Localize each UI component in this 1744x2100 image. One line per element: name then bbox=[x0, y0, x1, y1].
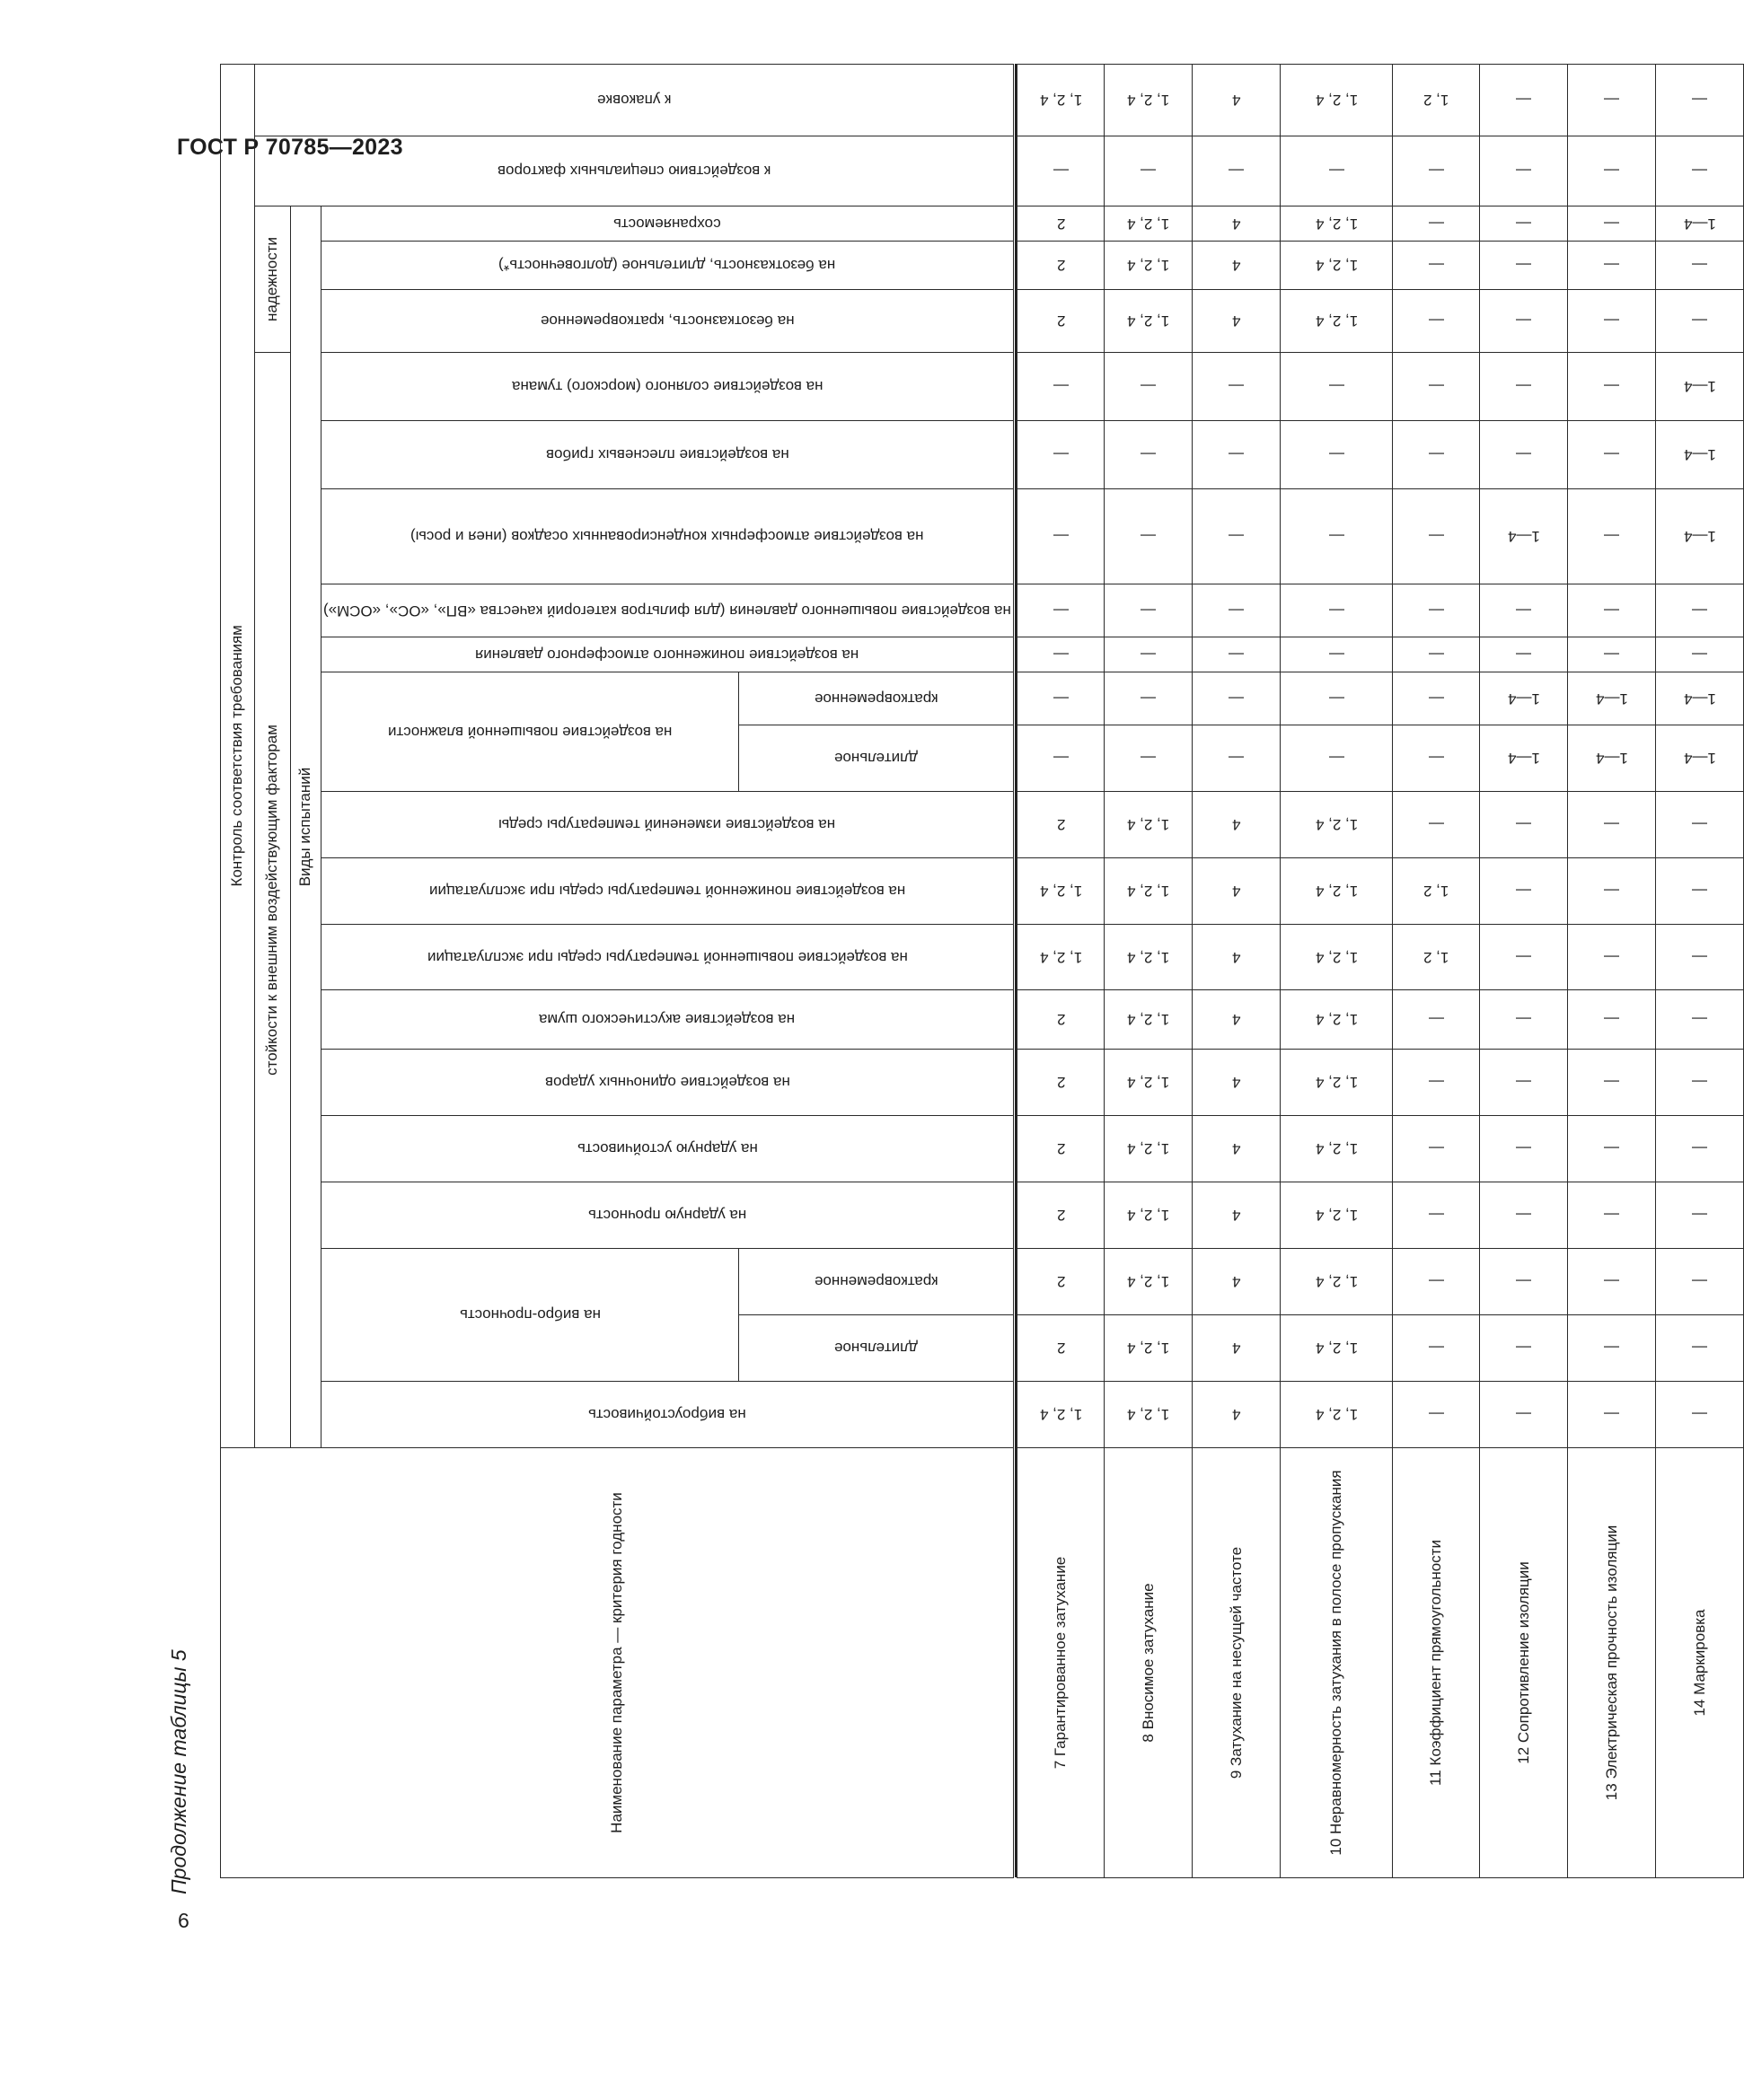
table-cell: — bbox=[1480, 990, 1568, 1050]
table-cell: 1—4 bbox=[1656, 489, 1744, 584]
col-header-18: на безотказность, кратковременное bbox=[321, 290, 1014, 353]
table-caption: Продолжение таблицы 5 bbox=[167, 1649, 190, 1894]
table-cell: — bbox=[1656, 1050, 1744, 1116]
table-cell: 1, 2, 4 bbox=[1281, 1050, 1393, 1116]
col-header-9: на воздействие пониженной температуры среды при эксплуатации bbox=[321, 858, 1014, 925]
table-cell: — bbox=[1480, 637, 1568, 672]
col-header-16: на воздействие плесневых грибов bbox=[321, 421, 1014, 489]
table-cell: 4 bbox=[1193, 1249, 1281, 1315]
table-cell: — bbox=[1017, 637, 1105, 672]
table-cell: 2 bbox=[1017, 1249, 1105, 1315]
table-cell: 1, 2, 4 bbox=[1105, 206, 1193, 242]
table-row bbox=[1281, 4, 1393, 1878]
table-cell: 1—4 bbox=[1568, 672, 1656, 725]
col-header-6: на воздействие одиночных ударов bbox=[321, 1050, 1014, 1116]
col-header-13: на воздействие пониженного атмосферного давления bbox=[321, 637, 1014, 672]
table-cell: — bbox=[1193, 637, 1281, 672]
table-cell: — bbox=[1281, 637, 1393, 672]
subgroup-humidity-header: на воздействие повышенной влажности bbox=[321, 672, 739, 792]
table-cell: — bbox=[1281, 584, 1393, 637]
table-cell: 1—4 bbox=[1568, 725, 1656, 792]
top-header: Контроль соответствия требованиям bbox=[221, 64, 255, 1447]
table-cell: 4 bbox=[1193, 858, 1281, 925]
table-cell: — bbox=[1281, 672, 1393, 725]
table-cell: 1, 2, 4 bbox=[1017, 925, 1105, 990]
table-cell: — bbox=[1017, 136, 1105, 206]
col-header-19: на безотказность, длительное (долговечность*) bbox=[321, 242, 1014, 290]
table-cell: 1, 2, 4 bbox=[1281, 206, 1393, 242]
table-cell: 1, 2, 4 bbox=[1281, 1382, 1393, 1448]
table-cell: — bbox=[1480, 925, 1568, 990]
table-cell: 1, 2, 4 bbox=[1281, 1182, 1393, 1249]
table-cell: 1, 2, 4 bbox=[1281, 65, 1393, 136]
table-cell: — bbox=[1656, 637, 1744, 672]
col-header-12: кратковременное bbox=[739, 672, 1014, 725]
table-cell: — bbox=[1105, 584, 1193, 637]
table-cell: 4 bbox=[1193, 1116, 1281, 1182]
table-cell: 1, 2, 4 bbox=[1105, 65, 1193, 136]
table-cell: — bbox=[1568, 1182, 1656, 1249]
table-cell: 4 bbox=[1193, 242, 1281, 290]
table-cell: — bbox=[1393, 1382, 1480, 1448]
col-header-7: на воздействие акустического шума bbox=[321, 990, 1014, 1050]
table-cell: — bbox=[1393, 637, 1480, 672]
group-stability-header: стойкости к внешним воздействующим факторам bbox=[255, 353, 291, 1448]
table-cell: — bbox=[1281, 353, 1393, 421]
col-header-2: длительное bbox=[739, 1315, 1014, 1382]
table-cell: 1, 2 bbox=[1393, 858, 1480, 925]
table-cell: 4 bbox=[1193, 290, 1281, 353]
table-cell: — bbox=[1656, 242, 1744, 290]
table-cell: — bbox=[1480, 206, 1568, 242]
table-cell: 1, 2, 4 bbox=[1105, 1382, 1193, 1448]
table-cell: — bbox=[1480, 792, 1568, 858]
page-number: 6 bbox=[178, 1909, 189, 1932]
col-header-17: на воздействие соляного (морского) тумана bbox=[321, 353, 1014, 421]
table-cell: 2 bbox=[1017, 1050, 1105, 1116]
table-cell: 4 bbox=[1193, 990, 1281, 1050]
table-cell: — bbox=[1656, 990, 1744, 1050]
table-cell: 4 bbox=[1193, 1315, 1281, 1382]
table-cell: — bbox=[1393, 489, 1480, 584]
table-cell: — bbox=[1017, 353, 1105, 421]
table-cell: — bbox=[1017, 489, 1105, 584]
table-cell: — bbox=[1017, 421, 1105, 489]
table-cell: — bbox=[1105, 353, 1193, 421]
requirements-table bbox=[220, 4, 1017, 1878]
table-cell: — bbox=[1017, 672, 1105, 725]
table-cell: 1—4 bbox=[1656, 206, 1744, 242]
table-cell: — bbox=[1480, 290, 1568, 353]
table-cell: — bbox=[1281, 136, 1393, 206]
table-cell: — bbox=[1281, 489, 1393, 584]
table-cell: — bbox=[1656, 1249, 1744, 1315]
table-cell: 1, 2, 4 bbox=[1281, 990, 1393, 1050]
table-cell: — bbox=[1656, 136, 1744, 206]
table-cell: 1, 2, 4 bbox=[1105, 858, 1193, 925]
group-reliability-header: надежности bbox=[255, 206, 291, 353]
col-header-5: на ударную устойчивость bbox=[321, 1116, 1014, 1182]
table-row bbox=[1480, 4, 1568, 1878]
table-cell: 1—4 bbox=[1656, 353, 1744, 421]
table-cell: 1, 2, 4 bbox=[1281, 290, 1393, 353]
table-cell: — bbox=[1656, 1182, 1744, 1249]
table-cell: — bbox=[1568, 489, 1656, 584]
col-header-14: на воздействие повышенного давления (для фильтров категорий качества «ВП», «ОС», «ОСМ») bbox=[321, 584, 1014, 637]
table-cell: — bbox=[1568, 1382, 1656, 1448]
table-cell: — bbox=[1568, 421, 1656, 489]
table-cell: — bbox=[1393, 725, 1480, 792]
table-cell: — bbox=[1480, 353, 1568, 421]
table-cell: — bbox=[1105, 421, 1193, 489]
table-cell: — bbox=[1568, 584, 1656, 637]
table-cell: 1, 2, 4 bbox=[1105, 1182, 1193, 1249]
table-cell: — bbox=[1193, 353, 1281, 421]
table-cell: 4 bbox=[1193, 792, 1281, 858]
table-cell: — bbox=[1568, 206, 1656, 242]
table-cell: — bbox=[1480, 1249, 1568, 1315]
table-cell: 1, 2, 4 bbox=[1105, 1050, 1193, 1116]
col-header-11: длительное bbox=[739, 725, 1014, 792]
table-cell: 1, 2, 4 bbox=[1105, 990, 1193, 1050]
table-cell: — bbox=[1480, 421, 1568, 489]
row-label: 9 Затухание на несущей частоте bbox=[1193, 1448, 1281, 1878]
table-cell: — bbox=[1393, 792, 1480, 858]
table-cell: — bbox=[1193, 725, 1281, 792]
col-header-20: сохраняемость bbox=[321, 206, 1014, 242]
table-cell: 1—4 bbox=[1656, 725, 1744, 792]
table-cell: — bbox=[1193, 136, 1281, 206]
col-header-8: на воздействие повышенной температуры среды при эксплуатации bbox=[321, 925, 1014, 990]
table-cell: 1—4 bbox=[1656, 672, 1744, 725]
row-label: 13 Электрическая прочность изоляции bbox=[1568, 1448, 1656, 1878]
table-cell: 4 bbox=[1193, 1050, 1281, 1116]
table-cell: — bbox=[1480, 1182, 1568, 1249]
table-cell: 1, 2 bbox=[1393, 65, 1480, 136]
table-cell: — bbox=[1281, 421, 1393, 489]
table-cell: — bbox=[1480, 1050, 1568, 1116]
table-cell: 4 bbox=[1193, 1182, 1281, 1249]
table-cell: — bbox=[1393, 672, 1480, 725]
table-cell: 2 bbox=[1017, 990, 1105, 1050]
table-cell: 1, 2, 4 bbox=[1281, 1315, 1393, 1382]
requirements-table-body bbox=[1017, 4, 1744, 1878]
table-cell: 1, 2, 4 bbox=[1281, 858, 1393, 925]
table-cell: — bbox=[1105, 725, 1193, 792]
table-cell: — bbox=[1568, 1315, 1656, 1382]
row-label: 8 Вносимое затухание bbox=[1105, 1448, 1193, 1878]
table-cell: — bbox=[1480, 65, 1568, 136]
table-cell: 1, 2, 4 bbox=[1105, 1249, 1193, 1315]
table-cell: — bbox=[1480, 1116, 1568, 1182]
table-cell: 1, 2, 4 bbox=[1017, 858, 1105, 925]
table-cell: — bbox=[1393, 1050, 1480, 1116]
col-header-4: на ударную прочность bbox=[321, 1182, 1014, 1249]
table-cell: — bbox=[1393, 290, 1480, 353]
header-row-1 bbox=[221, 4, 255, 1877]
table-cell: — bbox=[1656, 1315, 1744, 1382]
table-cell: — bbox=[1281, 725, 1393, 792]
table-cell: — bbox=[1193, 672, 1281, 725]
table-cell: — bbox=[1656, 792, 1744, 858]
table-cell: 1, 2, 4 bbox=[1105, 242, 1193, 290]
table-cell: 4 bbox=[1193, 206, 1281, 242]
col-header-1: на виброустойчивость bbox=[321, 1382, 1014, 1448]
table-cell: 1, 2, 4 bbox=[1105, 1116, 1193, 1182]
row-label: 11 Коэффициент прямоугольности bbox=[1393, 1448, 1480, 1878]
table-row bbox=[1568, 4, 1656, 1878]
table-cell: — bbox=[1393, 242, 1480, 290]
table-row bbox=[1193, 4, 1281, 1878]
table-cell: 1, 2, 4 bbox=[1281, 1116, 1393, 1182]
corner-header: Наименование параметра — критерия годности bbox=[221, 1448, 1014, 1878]
table-cell: — bbox=[1656, 584, 1744, 637]
table-row bbox=[1105, 4, 1193, 1878]
table-cell: 1, 2 bbox=[1393, 925, 1480, 990]
table-cell: 1, 2, 4 bbox=[1281, 925, 1393, 990]
table-cell: — bbox=[1568, 858, 1656, 925]
table-cell: 2 bbox=[1017, 1182, 1105, 1249]
col-header-15: на воздействие атмосферных конденсированных осадков (инея и росы) bbox=[321, 489, 1014, 584]
table-cell: — bbox=[1105, 489, 1193, 584]
table-cell: — bbox=[1480, 242, 1568, 290]
table-cell: 2 bbox=[1017, 1116, 1105, 1182]
row-label: 14 Маркировка bbox=[1656, 1448, 1744, 1878]
table-cell: — bbox=[1393, 1249, 1480, 1315]
row-label: 12 Сопротивление изоляции bbox=[1480, 1448, 1568, 1878]
table-cell: — bbox=[1656, 290, 1744, 353]
table-row bbox=[1017, 4, 1105, 1878]
table-cell: 1—4 bbox=[1480, 489, 1568, 584]
table-cell: — bbox=[1568, 990, 1656, 1050]
table-cell: — bbox=[1193, 584, 1281, 637]
table-cell: 1—4 bbox=[1480, 672, 1568, 725]
table-cell: 4 bbox=[1193, 1382, 1281, 1448]
table-cell: — bbox=[1568, 925, 1656, 990]
table-cell: 2 bbox=[1017, 242, 1105, 290]
table-row bbox=[1393, 4, 1480, 1878]
table-cell: — bbox=[1393, 1315, 1480, 1382]
table-cell: 4 bbox=[1193, 65, 1281, 136]
table-cell: 1, 2, 4 bbox=[1017, 1382, 1105, 1448]
table-cell: 1, 2, 4 bbox=[1105, 792, 1193, 858]
table-cell: 1, 2, 4 bbox=[1281, 242, 1393, 290]
table-cell: 2 bbox=[1017, 1315, 1105, 1382]
table-cell: — bbox=[1568, 136, 1656, 206]
table-cell: — bbox=[1393, 353, 1480, 421]
table-cell: 1, 2, 4 bbox=[1105, 1315, 1193, 1382]
table-cell: — bbox=[1568, 1116, 1656, 1182]
col-header-3: кратковременное bbox=[739, 1249, 1014, 1315]
table-cell: — bbox=[1393, 136, 1480, 206]
table-cell: — bbox=[1105, 672, 1193, 725]
test-types-header: Виды испытаний bbox=[291, 206, 321, 1448]
group-packaging-header: к упаковке bbox=[255, 64, 1014, 136]
table-cell: — bbox=[1568, 353, 1656, 421]
table-cell: — bbox=[1193, 421, 1281, 489]
table-cell: — bbox=[1656, 925, 1744, 990]
table-cell: — bbox=[1568, 792, 1656, 858]
table-cell: — bbox=[1393, 584, 1480, 637]
table-cell: — bbox=[1393, 1182, 1480, 1249]
table-cell: — bbox=[1393, 990, 1480, 1050]
table-cell: — bbox=[1480, 858, 1568, 925]
subgroup-vibro-header: на вибро-прочность bbox=[321, 1249, 739, 1382]
table-cell: — bbox=[1393, 206, 1480, 242]
table-cell: 1, 2, 4 bbox=[1281, 792, 1393, 858]
row-label: 10 Неравномерность затухания в полосе пропускания bbox=[1281, 1448, 1393, 1878]
table-cell: 2 bbox=[1017, 206, 1105, 242]
table-cell: — bbox=[1193, 489, 1281, 584]
table-cell: — bbox=[1656, 1116, 1744, 1182]
table-cell: — bbox=[1568, 1249, 1656, 1315]
table-cell: — bbox=[1568, 290, 1656, 353]
table-cell: — bbox=[1480, 1315, 1568, 1382]
table-row bbox=[1656, 4, 1744, 1878]
table-cell: 1—4 bbox=[1656, 421, 1744, 489]
table-cell: 2 bbox=[1017, 792, 1105, 858]
table-cell: — bbox=[1393, 1116, 1480, 1182]
table-cell: — bbox=[1480, 584, 1568, 637]
table-cell: 1, 2, 4 bbox=[1281, 1249, 1393, 1315]
table-cell: — bbox=[1105, 136, 1193, 206]
row-label: 7 Гарантированное затухание bbox=[1017, 1448, 1105, 1878]
table-cell: — bbox=[1656, 1382, 1744, 1448]
group-special-header: к воздействию специальных факторов bbox=[255, 136, 1014, 206]
table-cell: 1—4 bbox=[1480, 725, 1568, 792]
table-cell: — bbox=[1017, 725, 1105, 792]
table-cell: — bbox=[1105, 637, 1193, 672]
table-cell: 1, 2, 4 bbox=[1105, 290, 1193, 353]
table-cell: — bbox=[1480, 136, 1568, 206]
table-cell: — bbox=[1568, 1050, 1656, 1116]
table-cell: 1, 2, 4 bbox=[1105, 925, 1193, 990]
table-cell: — bbox=[1568, 242, 1656, 290]
table-cell: — bbox=[1656, 858, 1744, 925]
table-cell: 2 bbox=[1017, 290, 1105, 353]
table-cell: — bbox=[1393, 421, 1480, 489]
table-cell: — bbox=[1568, 637, 1656, 672]
document-code: ГОСТ Р 70785—2023 bbox=[177, 135, 403, 160]
table-cell: — bbox=[1017, 584, 1105, 637]
table-cell: — bbox=[1656, 65, 1744, 136]
col-header-10: на воздействие изменений температуры среды bbox=[321, 792, 1014, 858]
table-cell: 4 bbox=[1193, 925, 1281, 990]
table-cell: — bbox=[1568, 65, 1656, 136]
table-cell: — bbox=[1480, 1382, 1568, 1448]
table-cell: 1, 2, 4 bbox=[1017, 65, 1105, 136]
